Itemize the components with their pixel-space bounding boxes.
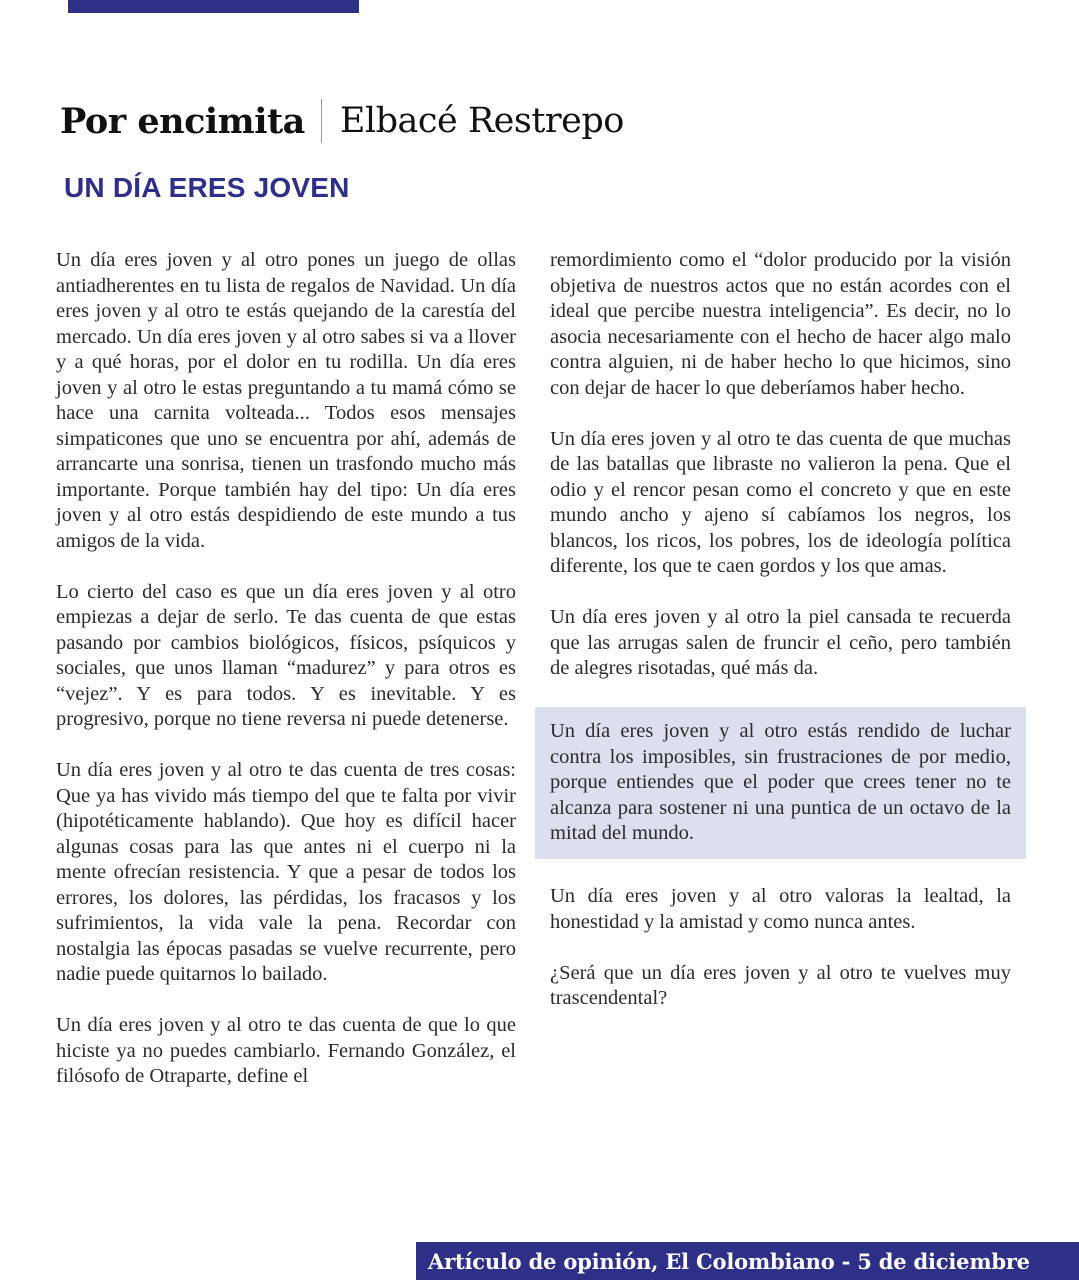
paragraph: Un día eres joven y al otro te das cuenta de tres cosas: Que ya has vivido más tiempo del que te falta por vivir (hipotéticamente hablando). Que hoy es difícil hacer algunas cosas para las que antes ni el cuerpo ni la mente ofrecían resistencia. Y que a pesar de todos los errores, los dolores, las pérdidas, los fracasos y los sufrimientos, la vida vale la pena. Recordar con nostalgia las épocas pasadas se vuelve recurrente, pero nadie puede quitarnos lo bailado. [56,759,516,985]
paragraph: Un día eres joven y al otro te das cuenta de que muchas de las batallas que libraste no valieron la pena. Que el odio y el rencor pesan como el concreto y que en este mundo ancho y ajeno sí cabíamos los negros, los blancos, los ricos, los pobres, los de ideología política diferente, los que te caen gordos y los que amas. [550,427,1011,577]
footer-bar [416,1242,1079,1280]
author-name: Elbacé Restrepo [339,101,624,141]
header-divider [321,99,322,143]
paragraph: Un día eres joven y al otro la piel cansada te recuerda que las arrugas salen de fruncir el ceño, pero también de alegres risotadas, qué más da. [550,606,1011,679]
left-column [56,248,516,1115]
paragraph: remordimiento como el “dolor producido por la visión objetiva de nuestros actos que no están acordes con el ideal que percibe nuestra inteligencia”. Es decir, no lo asocia necesariamente con el hecho de hacer algo malo contra alguien, ni de haber hecho lo que hicimos, sino con dejar de hacer lo que deberíamos haber hecho. [550,249,1011,399]
paragraph: Un día eres joven y al otro valoras la lealtad, la honestidad y la amistad y como nunca antes. [550,885,1011,933]
highlight-box [535,707,1026,859]
column-header [60,96,624,146]
top-accent-bar [68,0,359,13]
column-name: Por encimita [60,100,305,142]
paragraph: Un día eres joven y al otro te das cuenta de que lo que hiciste ya no puedes cambiarlo. Fernando González, el filósofo de Otraparte, define el [56,1014,516,1087]
highlight-paragraph: Un día eres joven y al otro estás rendido de luchar contra los imposibles, sin frustraciones de por medio, porque entiendes que el poder que crees tener no te alcanza para sostener ni una puntica de un octavo de la mitad del mundo. [550,720,1011,844]
footer-source-text: Artículo de opinión, El Colombiano - 5 de diciembre [428,1248,1030,1274]
right-column [550,248,1011,1037]
article-title: UN DÍA ERES JOVEN [64,172,350,203]
paragraph: Un día eres joven y al otro pones un juego de ollas antiadherentes en tu lista de regalos de Navidad. Un día eres joven y al otro te estás quejando de la carestía del mercado. Un día eres joven y al otro sabes si va a llover y a qué horas, por el dolor en tu rodilla. Un día eres joven y al otro le estas preguntando a tu mamá cómo se hace una carnita volteada... Todos esos mensajes simpaticones que uno se encuentra por ahí, además de arrancarte una sonrisa, tienen un trasfondo mucho más importante. Porque también hay del tipo: Un día eres joven y al otro estás despidiendo de este mundo a tus amigos de la vida. [56,249,516,552]
paragraph: ¿Será que un día eres joven y al otro te vuelves muy trascendental? [550,961,1011,1009]
paragraph: Lo cierto del caso es que un día eres joven y al otro empiezas a dejar de serlo. Te das cuenta de que estas pasando por cambios biológicos, físicos, psíquicos y sociales, que unos llaman “madurez” y para otros es “vejez”. Y es para todos. Y es inevitable. Y es progresivo, porque no tiene reversa ni puede detenerse. [56,580,516,730]
